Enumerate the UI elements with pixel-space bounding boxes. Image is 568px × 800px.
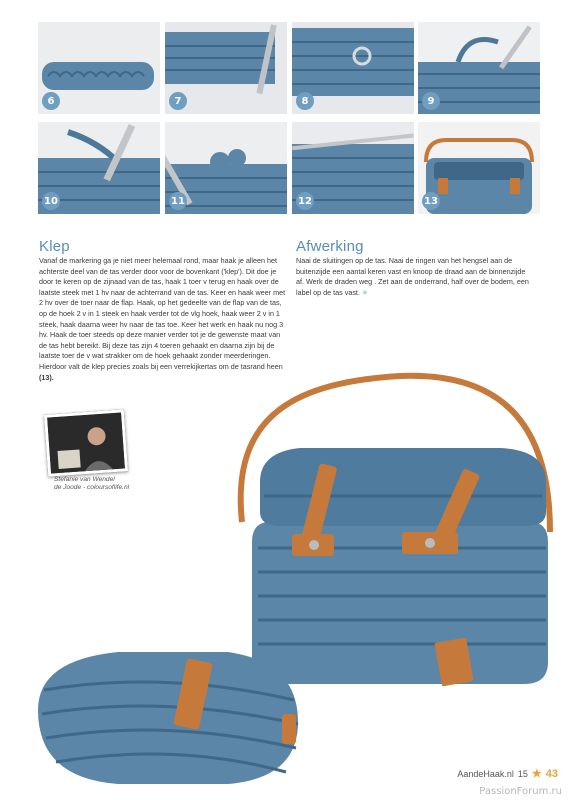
step-number: 7 — [169, 92, 187, 110]
section-heading-klep: Klep — [39, 238, 70, 255]
crochet-bag-side-photo — [30, 640, 310, 790]
step-number: 12 — [296, 192, 314, 210]
step-reference: (13). — [39, 372, 54, 382]
author-photo — [44, 409, 128, 476]
star-icon: ★ — [531, 768, 542, 780]
step-number: 11 — [169, 192, 187, 210]
step-photo-11 — [165, 122, 287, 214]
author-name: Stefanie van Wendel — [54, 476, 115, 483]
afwerking-body: Naai de sluitingen op de tas. Naai de ringen van het hengsel aan de buitenzijde een aantal keren vast en knoop de draad aan de binnenzijde af. Werk de draden weg . Zet aan de onderrand, half over de bodem, een label op de tas vast. — [296, 256, 529, 297]
page-footer — [457, 767, 558, 780]
watermark: PassionForum.ru — [479, 786, 562, 797]
step-number: 10 — [42, 192, 60, 210]
author-site: de Joode - coloursoflife.nl — [54, 484, 130, 491]
step-photo-9 — [418, 22, 540, 114]
author-caption — [54, 476, 144, 492]
page-number: 15 — [517, 769, 528, 779]
klep-body-text — [39, 256, 287, 383]
bag-side-illustration — [30, 640, 310, 790]
step-photo-6 — [38, 22, 160, 114]
klep-body: Vanaf de markering ga je niet meer helemaal rond, maar haak je alleen het achterste deel van de tas verder door voor de bovenkant ('klep'). Dit doe je door te keren op de zijnaad van de tas, haak 1 toer v terug en haak over de laatste steek met 1 hv naar de achterrand van de tas. Keer en haak weer met 2 hv over de toer naar de flap. Haak, op het gedeelte van de flap van de tas, op de hoek 2 v in 1 steek en haak verder tot de vlg hoek, haak weer 2 v in 1 steek, haak daarna weer hv naar de tas toe. Keer het werk en haak nu nog 3 hv. Haak de toer steeds op deze manier verder tot je de gewenste maat van de tas hebt bereikt. Bij deze tas zijn 4 toeren gehaakt en daarna zijn bij de laatste toer de v wat strakker om de hoek gehaakt zonder meerderingen. Hierdoor valt de klep precies zoals bij een verrekijkertas om de tasrand heen — [39, 256, 286, 371]
step-photo-12 — [292, 122, 414, 214]
section-heading-afwerking: Afwerking — [296, 238, 364, 255]
step-number: 13 — [422, 192, 440, 210]
step-photo-10 — [38, 122, 160, 214]
asterisk-icon: ✳ — [361, 287, 368, 297]
step-photo-13 — [418, 122, 540, 214]
portrait-image — [47, 412, 128, 477]
afwerking-body-text — [296, 256, 534, 298]
step-photo-7 — [165, 22, 287, 114]
step-number: 8 — [296, 92, 314, 110]
step-photo-8 — [292, 22, 414, 114]
issue-page-number: 43 — [545, 768, 558, 780]
magazine-site: AandeHaak.nl — [457, 769, 514, 779]
step-number: 6 — [42, 92, 60, 110]
step-number: 9 — [422, 92, 440, 110]
